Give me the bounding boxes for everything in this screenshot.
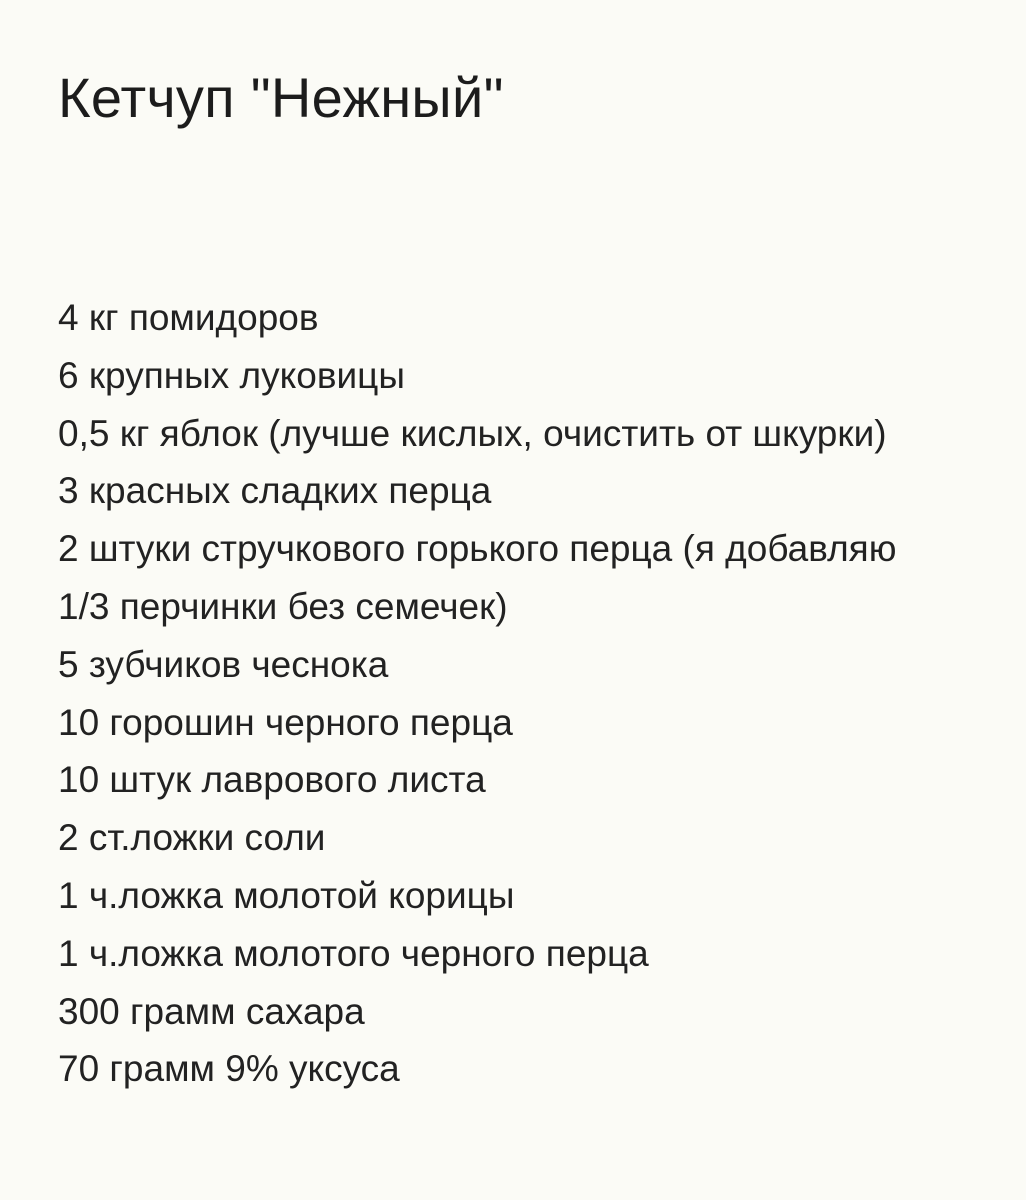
ingredient-item: 5 зубчиков чеснока: [58, 643, 389, 685]
ingredient-item: 4 кг помидоров: [58, 297, 319, 338]
ingredient-item: 1 ч.ложка молотого черного перца: [58, 932, 649, 974]
ingredient-item: 0,5 кг яблок (лучше кислых, очистить от шкурки): [58, 412, 887, 454]
ingredient-list: [58, 289, 938, 1098]
ingredient-item: 10 штук лаврового листа: [58, 759, 486, 801]
ingredient-item: 10 горошин черного перца: [58, 701, 513, 743]
ingredient-item: 1 ч.ложка молотой корицы: [58, 874, 515, 916]
ingredient-item: 300 грамм сахара: [58, 990, 365, 1032]
ingredient-item: 70 грамм 9% уксуса: [58, 1048, 400, 1090]
ingredient-item: 2 ст.ложки соли: [58, 817, 326, 859]
note-title: Кетчуп "Нежный": [58, 66, 504, 129]
ingredient-item: 2 штуки стручкового горького перца (я добавляю 1/3 перчинки без семечек): [58, 528, 897, 627]
ingredient-item: 6 крупных луковицы: [58, 354, 405, 396]
ingredient-item: 3 красных сладких перца: [58, 470, 492, 512]
